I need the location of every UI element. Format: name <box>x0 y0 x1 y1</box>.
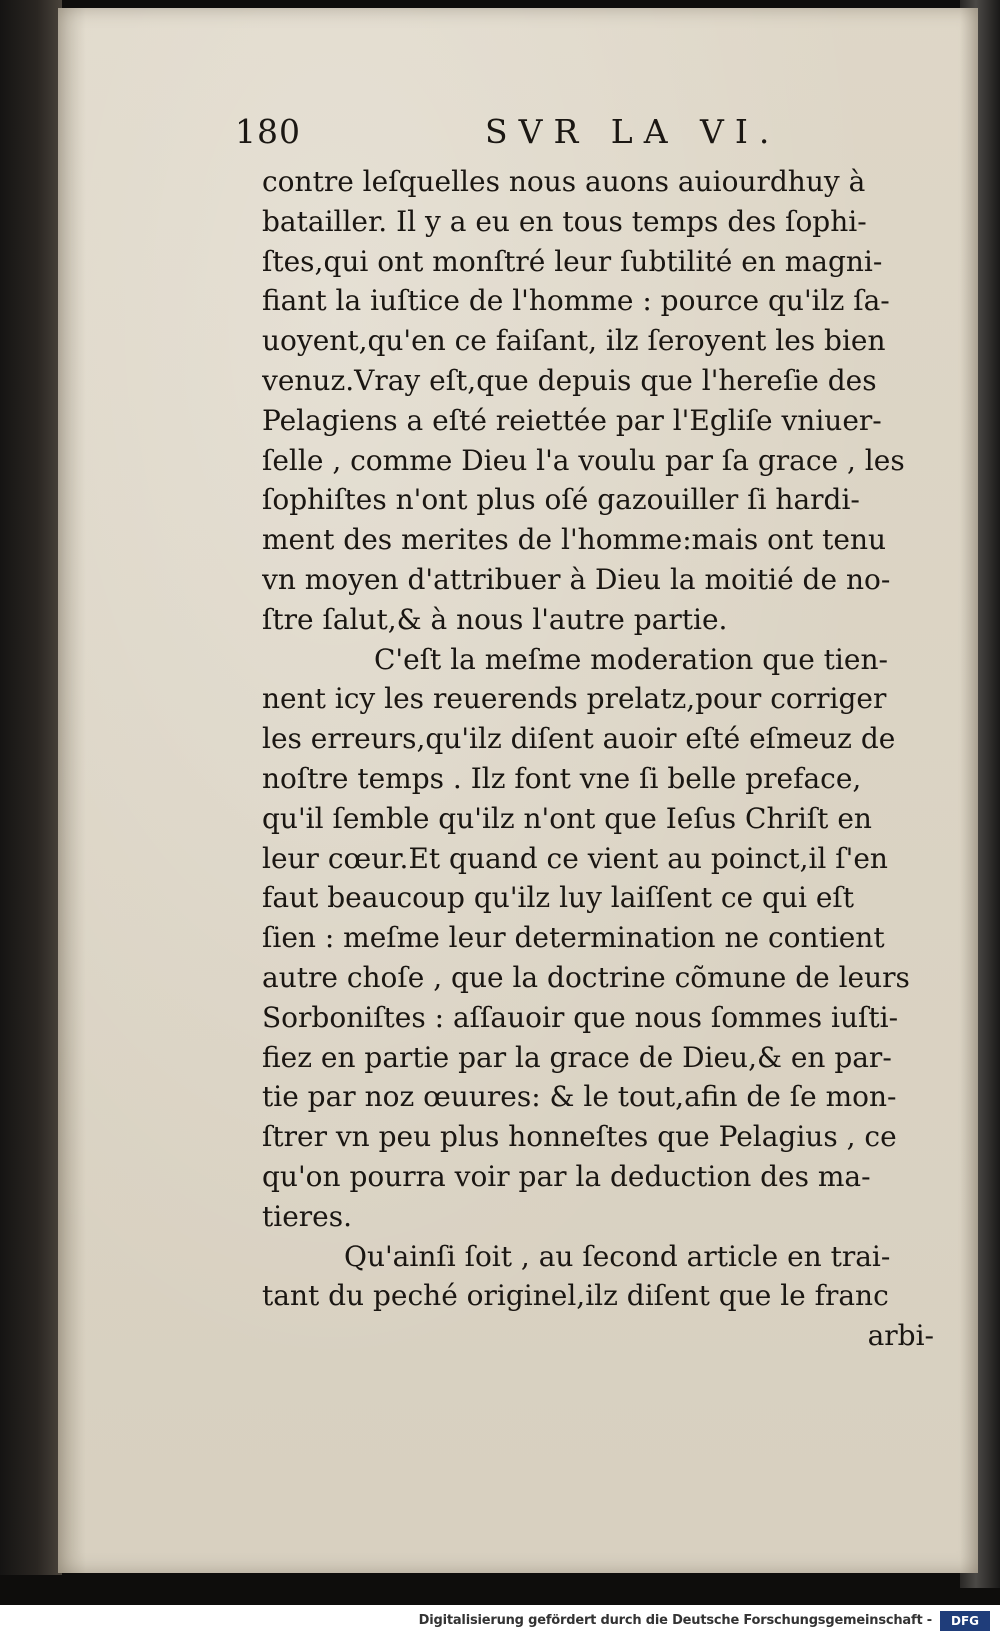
text-line: Pelagiens a eſté reiettée par l'Egliſe vniuer- <box>262 403 882 437</box>
text-line: les erreurs,qu'ilz diſent auoir eſté eſmeuz de <box>262 722 896 756</box>
text-line: ſtes,qui ont monſtré leur ſubtilité en magni- <box>262 244 883 278</box>
page-number: 180 <box>235 112 301 151</box>
text-line: faut beaucoup qu'ilz luy laiſſent ce qui eſt <box>262 881 855 915</box>
book-binding-left <box>0 0 62 1575</box>
text-line: tie par noz œuures: & le tout,afin de ſe mon- <box>262 1080 897 1114</box>
page-header <box>235 112 935 152</box>
text-line: leur cœur.Et quand ce vient au poinct,il ſ'en <box>262 841 888 875</box>
text-line: ſophiſtes n'ont plus oſé gazouiller ſi hardi- <box>262 483 860 517</box>
text-line: nent icy les reuerends prelatz,pour corriger <box>262 682 887 716</box>
text-line: Sorboniſtes : aſſauoir que nous ſommes iuſti- <box>262 1000 899 1034</box>
text-line: fiant la iuſtice de l'homme : pource qu'ilz ſa- <box>262 284 890 318</box>
digitization-footer <box>0 1605 1000 1638</box>
running-head: SVR LA VI. <box>485 112 781 151</box>
text-line: batailler. Il y a eu en tous temps des ſophi- <box>262 204 867 238</box>
dfg-logo: DFG <box>940 1611 990 1631</box>
text-line: venuz.Vray eſt,que depuis que l'hereſie des <box>262 363 877 397</box>
text-line: autre choſe , que la doctrine cõmune de leurs <box>262 960 910 994</box>
body-text <box>262 162 934 1356</box>
text-line: ſtre ſalut,& à nous l'autre partie. <box>262 602 728 636</box>
text-line: tieres. <box>262 1199 353 1233</box>
text-line: ment des merites de l'homme:mais ont tenu <box>262 523 887 557</box>
text-line: noſtre temps . Ilz font vne ſi belle preface, <box>262 761 862 795</box>
text-line: qu'on pourra voir par la deduction des ma- <box>262 1159 871 1193</box>
text-line: uoyent,qu'en ce faiſant, ilz ſeroyent les bien <box>262 324 886 358</box>
text-line: tant du peché originel,ilz diſent que le franc <box>262 1279 889 1313</box>
text-line: vn moyen d'attribuer à Dieu la moitié de no- <box>262 562 891 596</box>
funding-credit: Digitalisierung gefördert durch die Deutsche Forschungsgemeinschaft - <box>418 1613 932 1628</box>
text-line: ſelle , comme Dieu l'a voulu par ſa grace , les <box>262 443 905 477</box>
paragraph-start-line: C'eſt la meſme moderation que tien- <box>374 642 888 676</box>
paragraph-start-line: Qu'ainſi ſoit , au ſecond article en trai- <box>344 1239 891 1273</box>
catchword: arbi- <box>867 1319 934 1353</box>
text-line: fiez en partie par la grace de Dieu,& en par- <box>262 1040 892 1074</box>
text-line: qu'il ſemble qu'ilz n'ont que Ieſus Chriſt en <box>262 801 872 835</box>
text-line: ſtrer vn peu plus honneſtes que Pelagius , ce <box>262 1120 897 1154</box>
text-line: ſien : meſme leur determination ne contient <box>262 921 885 955</box>
text-line: contre leſquelles nous auons auiourdhuy à <box>262 165 866 198</box>
